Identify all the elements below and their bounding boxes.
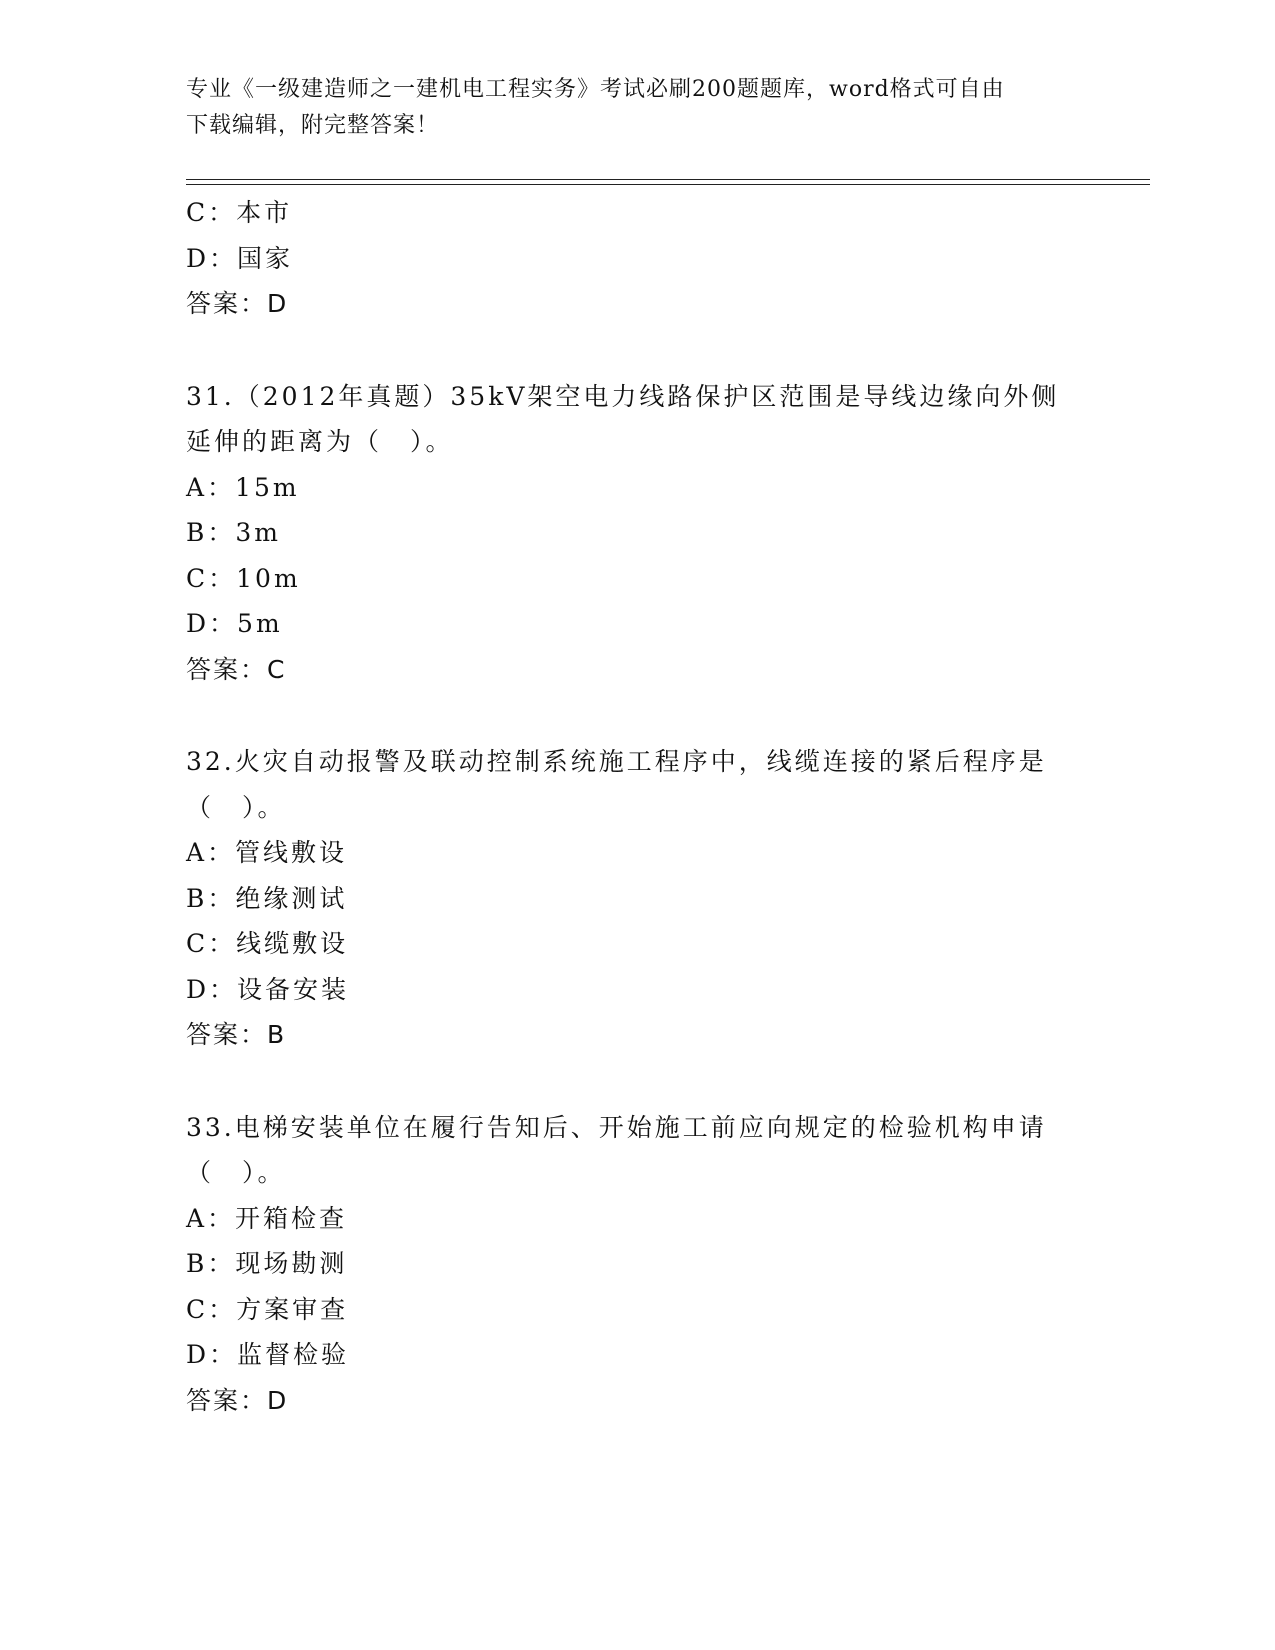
option-d: D：5m [186,609,283,638]
option-d: D：设备安装 [186,974,350,1004]
header-divider-top [186,179,1150,180]
option-a: A：管线敷设 [186,838,348,867]
header-line-1: 专业《一级建造师之一建机电工程实务》考试必刷200题题库，word格式可自由 [186,77,1005,102]
question-text-line-1: 31.（2012年真题）35kV架空电力线路保护区范围是导线边缘向外侧 [186,381,1060,411]
answer-line: 答案：D [186,1385,289,1415]
previous-question-tail [186,190,1086,327]
question-32 [186,739,1086,1058]
answer-line: 答案：D [186,289,289,318]
option-b: B：绝缘测试 [186,883,348,913]
question-text-line-1: 32.火灾自动报警及联动控制系统施工程序中，线缆连接的紧后程序是 [186,747,1047,776]
header-divider-bottom [186,184,1150,185]
option-d: D：国家 [186,243,294,273]
spacer [186,692,1086,739]
option-b: B：3m [186,518,281,547]
option-c: C：10m [186,563,301,593]
option-a: A：开箱检查 [186,1203,348,1233]
question-text-line-1: 33.电梯安装单位在履行告知后、开始施工前应向规定的检验机构申请 [186,1112,1047,1142]
header-line-2: 下载编辑，附完整答案！ [186,113,440,138]
option-c: C：线缆敷设 [186,929,349,958]
option-a: A：15m [186,472,300,502]
answer-line: 答案：C [186,654,287,684]
document-header [186,72,1086,144]
spacer [186,327,1086,374]
question-text-line-2: （ ）。 [186,1158,286,1187]
option-c: C：方案审查 [186,1294,349,1324]
spacer [186,1058,1086,1105]
option-d: D：监督检验 [186,1340,350,1369]
option-b: B：现场勘测 [186,1249,348,1278]
answer-line: 答案：B [186,1020,287,1049]
option-c: C：本市 [186,198,293,227]
question-31 [186,374,1086,693]
question-text-line-2: （ ）。 [186,792,286,822]
document-body [186,190,1086,1423]
question-text-line-2: 延伸的距离为（ ）。 [186,427,454,456]
question-33 [186,1105,1086,1424]
